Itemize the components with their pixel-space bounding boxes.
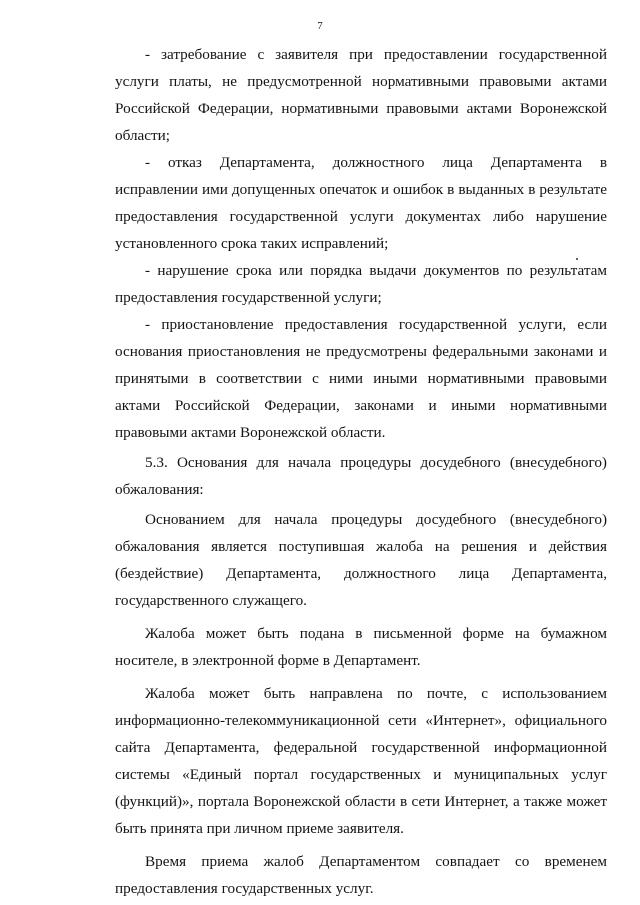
list-item-issuance-violation: - нарушение срока или порядка выдачи документов по результатам предоставления государственной услуги; bbox=[115, 262, 607, 306]
list-item-fee-demand: - затребование с заявителя при предоставлении государственной услуги платы, не предусмотренной нормативными правовыми актами Российской Федерации, нормативными правовыми актами Воронежской области; bbox=[115, 46, 607, 144]
page-number: 7 bbox=[317, 20, 323, 32]
document-body bbox=[115, 41, 607, 902]
paragraph-complaint-channels: Жалоба может быть направлена по почте, с использованием информационно-телекоммуникационной сети «Интернет», официального сайта Департамента, федеральной государственной информационной системы «Единый портал государственных и муниципальных услуг (функций)», портала Воронежской области в сети Интернет, а также может быть принята при личном приеме заявителя. bbox=[115, 685, 607, 837]
list-item-suspension: - приостановление предоставления государственной услуги, если основания приостановления не предусмотрены федеральными законами и принятыми в соответствии с ними иными нормативными правовыми актами Российской Федерации, законами и иными нормативными правовыми актами Воронежской области. bbox=[115, 316, 607, 441]
paragraph-reception-time: Время приема жалоб Департаментом совпадает со временем предоставления государственных услуг. bbox=[115, 853, 607, 897]
section-heading-5-3: 5.3. Основания для начала процедуры досудебного (внесудебного) обжалования: bbox=[115, 454, 607, 498]
paragraph-complaint-form: Жалоба может быть подана в письменной форме на бумажном носителе, в электронной форме в Департамент. bbox=[115, 625, 607, 669]
paragraph-complaint-basis: Основанием для начала процедуры досудебного (внесудебного) обжалования является поступившая жалоба на решения и действия (бездействие) Департамента, должностного лица Департамента, государственного служащего. bbox=[115, 511, 607, 609]
list-item-correction-refusal: - отказ Департамента, должностного лица Департамента в исправлении ими допущенных опечаток и ошибок в выданных в результате предоставления государственной услуги документах либо нарушение установленного срока таких исправлений; bbox=[115, 154, 607, 252]
